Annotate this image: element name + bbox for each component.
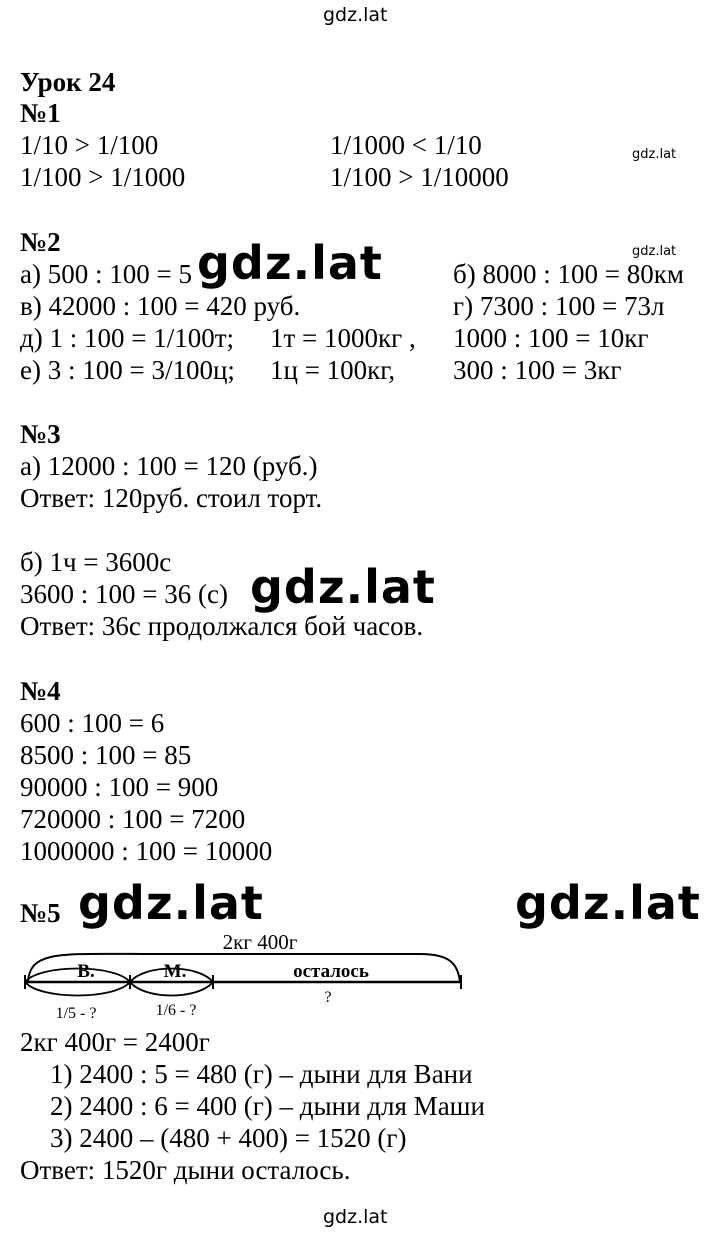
task3-a-answer: Ответ: 120руб. стоил торт. bbox=[20, 483, 323, 513]
task2-row3-col2: 1т = 1000кг , bbox=[270, 323, 416, 353]
task2-row2-left: в) 42000 : 100 = 420 руб. bbox=[20, 291, 301, 321]
task1-heading: №1 bbox=[20, 98, 61, 128]
task2-row3-col1: д) 1 : 100 = 1/100т; bbox=[20, 323, 235, 353]
watermark-small: gdz.lat bbox=[632, 147, 677, 162]
task5-answer: Ответ: 1520г дыни осталось. bbox=[20, 1155, 351, 1185]
segment-diagram bbox=[0, 920, 720, 1025]
task4-line-1: 600 : 100 = 6 bbox=[20, 708, 165, 738]
watermark-large: gdz.lat bbox=[250, 560, 436, 614]
task3-b-answer: Ответ: 36с продолжался бой часов. bbox=[20, 611, 424, 641]
segment-fraction-v: 1/5 - ? bbox=[55, 1005, 97, 1022]
task1-left-line-2: 1/100 > 1/1000 bbox=[20, 162, 186, 192]
diagram-total-label: 2кг 400г bbox=[222, 930, 298, 954]
task1-left-line-1: 1/10 > 1/100 bbox=[20, 130, 159, 160]
task2-row2-right: г) 7300 : 100 = 73л bbox=[453, 291, 665, 321]
task5-heading: №5 bbox=[20, 898, 61, 928]
task4-line-3: 90000 : 100 = 900 bbox=[20, 772, 219, 802]
task2-row4-col1: е) 3 : 100 = 3/100ц; bbox=[20, 355, 235, 385]
task5-step-1: 1) 2400 : 5 = 480 (г) – дыни для Вани bbox=[50, 1059, 473, 1089]
task2-row1-left: а) 500 : 100 = 5 bbox=[20, 259, 192, 289]
task4-heading: №4 bbox=[20, 676, 61, 706]
segment-label-rest: осталось bbox=[293, 961, 369, 982]
segment-label-v: В. bbox=[77, 961, 95, 982]
task2-heading: №2 bbox=[20, 227, 61, 257]
task2-row1-right: б) 8000 : 100 = 80км bbox=[453, 259, 684, 289]
task2-row4-col2: 1ц = 100кг, bbox=[270, 355, 396, 385]
task1-right-line-2: 1/100 > 1/10000 bbox=[330, 162, 509, 192]
lesson-title: Урок 24 bbox=[20, 67, 116, 97]
task5-step-3: 3) 2400 – (480 + 400) = 1520 (г) bbox=[50, 1123, 407, 1153]
segment-arc-bottom-v bbox=[25, 982, 130, 996]
task4-line-5: 1000000 : 100 = 10000 bbox=[20, 836, 273, 866]
task1-right-line-1: 1/1000 < 1/10 bbox=[330, 130, 482, 160]
task3-b-line-2: 3600 : 100 = 36 (с) bbox=[20, 579, 228, 609]
segment-label-m: М. bbox=[163, 961, 187, 982]
task3-heading: №3 bbox=[20, 419, 61, 449]
watermark-large: gdz.lat bbox=[515, 876, 701, 930]
segment-question-rest: ? bbox=[324, 989, 332, 1006]
watermark-large: gdz.lat bbox=[78, 876, 264, 930]
task5-conversion: 2кг 400г = 2400г bbox=[20, 1027, 210, 1057]
task4-line-2: 8500 : 100 = 85 bbox=[20, 740, 192, 770]
task2-row3-col3: 1000 : 100 = 10кг bbox=[453, 323, 649, 353]
task3-b-line-1: б) 1ч = 3600с bbox=[20, 547, 172, 577]
watermark-large: gdz.lat bbox=[197, 236, 383, 290]
watermark-small: gdz.lat bbox=[632, 244, 677, 259]
task3-a-line-1: а) 12000 : 100 = 120 (руб.) bbox=[20, 451, 318, 481]
segment-arc-bottom-m bbox=[130, 982, 213, 996]
task4-line-4: 720000 : 100 = 7200 bbox=[20, 804, 246, 834]
task5-step-2: 2) 2400 : 6 = 400 (г) – дыни для Маши bbox=[50, 1091, 485, 1121]
watermark-bottom: gdz.lat bbox=[323, 1206, 388, 1228]
watermark-top: gdz.lat bbox=[323, 4, 388, 26]
task2-row4-col3: 300 : 100 = 3кг bbox=[453, 355, 622, 385]
segment-fraction-m: 1/6 - ? bbox=[155, 1002, 197, 1019]
